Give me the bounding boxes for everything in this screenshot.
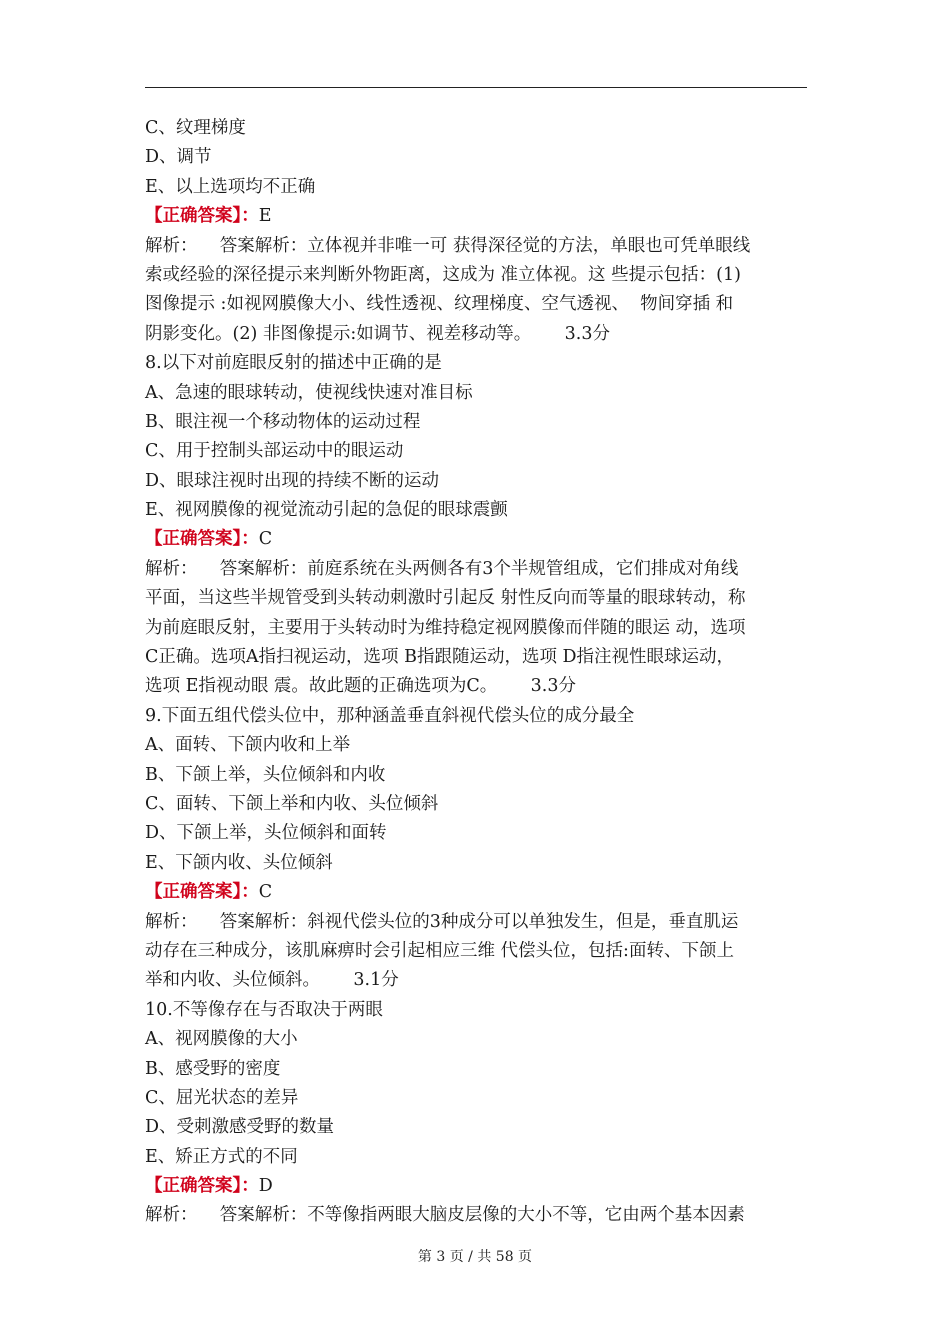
- text-line: A、面转、下颌内收和上举: [145, 735, 351, 756]
- answer-line: [145, 202, 807, 231]
- text-line: 9.下面五组代偿头位中，那种涵盖垂直斜视代偿头位的成分最全: [145, 705, 635, 726]
- text-line: C、纹理梯度: [145, 118, 246, 138]
- answer-value: D: [258, 1176, 273, 1197]
- text-line: B、感受野的密度: [145, 1058, 281, 1079]
- answer-line: [145, 878, 807, 907]
- text-line: C、用于控制头部运动中的眼运动: [145, 441, 404, 462]
- answer-line: [145, 525, 807, 554]
- text-line: B、眼注视一个移动物体的运动过程: [145, 411, 421, 432]
- text-line: 解析： 答案解析：斜视代偿头位的3种成分可以单独发生，但是，垂直肌运: [145, 911, 739, 932]
- answer-label: 【正确答案】: [145, 1176, 242, 1197]
- text-line: A、视网膜像的大小: [145, 1029, 298, 1050]
- document-body: [145, 114, 807, 1231]
- text-line: D、受刺激感受野的数量: [145, 1117, 335, 1138]
- text-line: E、视网膜像的视觉流动引起的急促的眼球震颤: [145, 500, 508, 521]
- text-line: D、眼球注视时出现的持续不断的运动: [145, 470, 440, 491]
- text-line: D、调节: [145, 147, 212, 168]
- header-rule: [145, 87, 807, 88]
- answer-line: [145, 1172, 807, 1201]
- page-footer: 第 3 页 / 共 58 页: [417, 1249, 533, 1265]
- answer-value: C: [258, 882, 273, 903]
- text-line: E、下颌内收、头位倾斜: [145, 852, 333, 873]
- text-line: 解析： 答案解析：立体视并非唯一可 获得深径觉的方法，单眼也可凭单眼线: [145, 235, 751, 256]
- answer-separator: ：: [241, 1176, 259, 1197]
- text-line: 平面，当这些半规管受到头转动刺激时引起反 射性反向而等量的眼球转动，称: [145, 588, 746, 609]
- text-line: 为前庭眼反射，主要用于头转动时为维持稳定视网膜像而伴随的眼运 动，选项: [145, 617, 746, 638]
- text-line: C、面转、下颌上举和内收、头位倾斜: [145, 793, 439, 814]
- answer-label: 【正确答案】: [145, 529, 242, 550]
- answer-value: C: [258, 529, 273, 550]
- text-line: C、屈光状态的差异: [145, 1087, 299, 1108]
- text-line: 举和内收、头位倾斜。 3.1分: [145, 970, 399, 991]
- text-line: 图像提示 :如视网膜像大小、线性透视、纹理梯度、空气透视、 物间穿插 和: [145, 294, 734, 315]
- text-line: E、矫正方式的不同: [145, 1146, 298, 1167]
- answer-label: 【正确答案】: [145, 206, 242, 227]
- text-line: 动存在三种成分，该肌麻痹时会引起相应三维 代偿头位，包括:面转、下颌上: [145, 940, 734, 961]
- answer-value: E: [258, 206, 272, 227]
- text-line: 解析： 答案解析：前庭系统在头两侧各有3个半规管组成，它们排成对角线: [145, 558, 739, 579]
- text-line: 解析： 答案解析：不等像指两眼大脑皮层像的大小不等，它由两个基本因素: [145, 1205, 745, 1226]
- answer-separator: ：: [241, 206, 259, 227]
- answer-separator: ：: [241, 529, 259, 550]
- text-line: A、急速的眼球转动，使视线快速对准目标: [145, 382, 473, 403]
- text-line: E、以上选项均不正确: [145, 176, 316, 197]
- text-line: 索或经验的深径提示来判断外物距离，这成为 准立体视。这 些提示包括：(1): [145, 264, 741, 285]
- text-line: D、下颌上举，头位倾斜和面转: [145, 823, 387, 844]
- text-line: 10.不等像存在与否取决于两眼: [145, 999, 383, 1020]
- text-line: 选项 E指视动眼 震。故此题的正确选项为C。 3.3分: [145, 676, 576, 697]
- answer-separator: ：: [241, 882, 259, 903]
- text-line: C正确。选项A指扫视运动，选项 B指跟随运动，选项 D指注视性眼球运动，: [145, 647, 735, 668]
- answer-label: 【正确答案】: [145, 882, 242, 903]
- text-line: 阴影变化。(2) 非图像提示:如调节、视差移动等。 3.3分: [145, 323, 610, 344]
- text-line: 8.以下对前庭眼反射的描述中正确的是: [145, 353, 442, 374]
- text-line: B、下颌上举，头位倾斜和内收: [145, 764, 386, 785]
